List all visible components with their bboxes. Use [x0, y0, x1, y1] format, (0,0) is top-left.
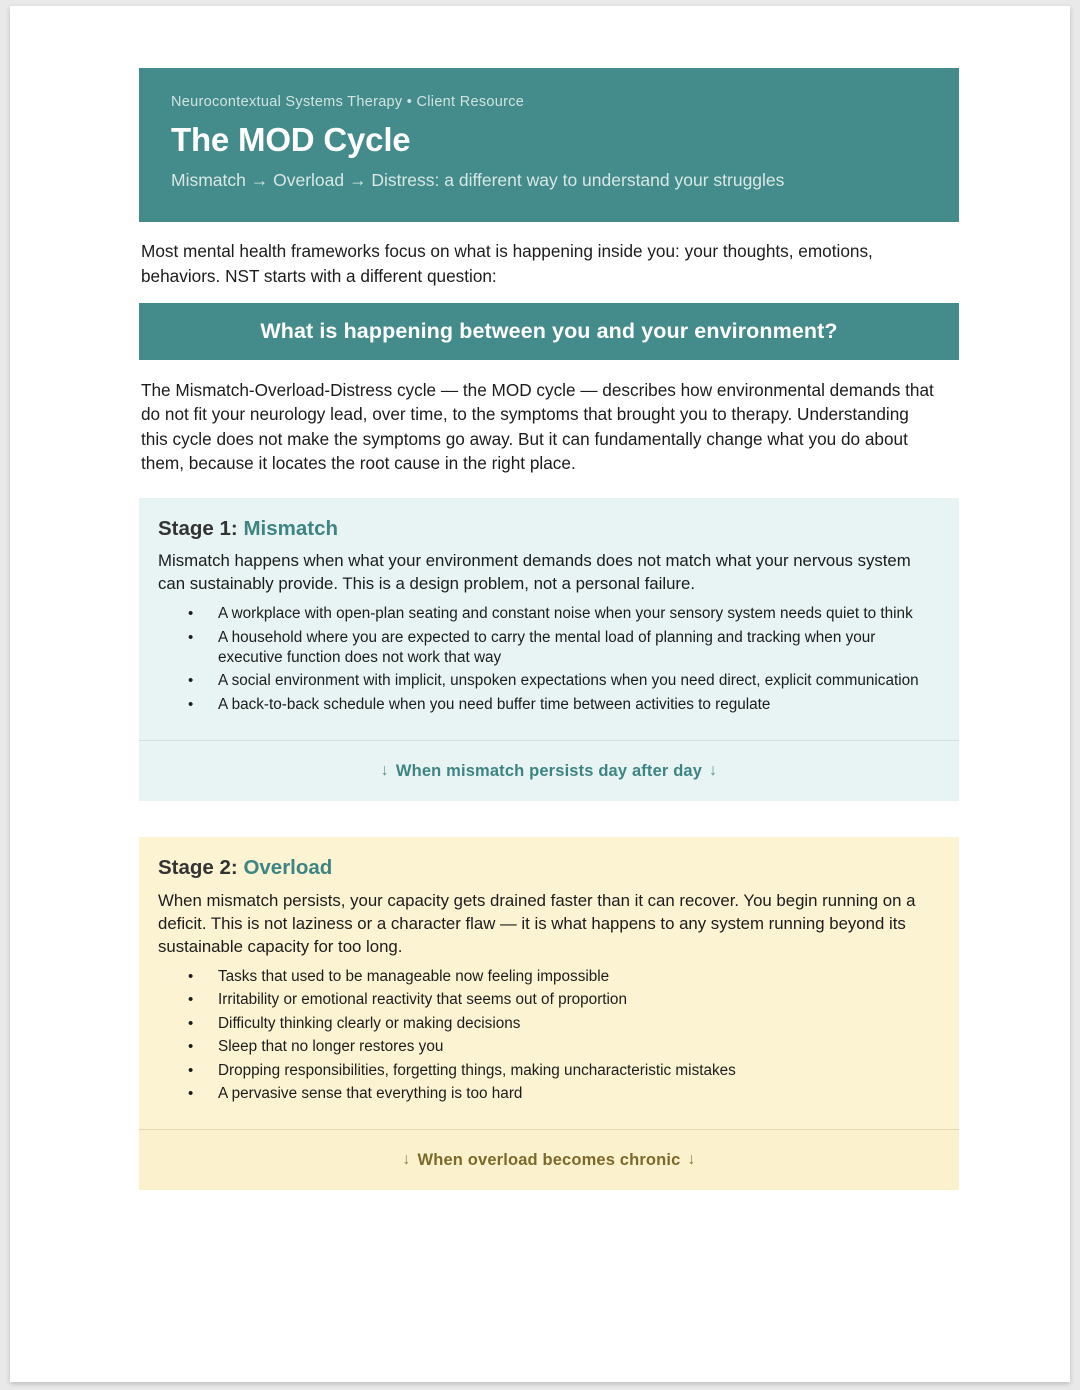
down-arrow-icon: ↓ — [687, 1151, 696, 1169]
bullet-icon: • — [188, 991, 194, 1009]
bullet-icon: • — [188, 1061, 194, 1079]
list-item — [182, 671, 933, 691]
stage-description-overload: When mismatch persists, your capacity gets drained faster than it can recover. You begin running on a deficit. This is not laziness or a character flaw — it is what happens to any system running beyond its sustainable capacity for too long. — [158, 891, 916, 956]
list-item-text: A social environment with implicit, unspoken expectations when you need direct, explicit communication — [218, 672, 919, 690]
intro-paragraph: Most mental health frameworks focus on what is happening inside you: your thoughts, emotions, behaviors. NST starts with a different question: — [141, 241, 873, 286]
stage-transition-text: When overload becomes chronic — [417, 1150, 681, 1169]
list-item — [182, 990, 933, 1010]
bullet-icon: • — [188, 605, 194, 623]
page-title: The MOD Cycle — [171, 121, 411, 159]
list-item-text: A household where you are expected to carry the mental load of planning and tracking when your executive function does not work that way — [218, 628, 876, 666]
list-item — [182, 1014, 933, 1034]
stage-number-label: Stage 1: — [158, 516, 238, 540]
stage-bullet-list-mismatch — [158, 604, 933, 715]
bullet-icon: • — [188, 1014, 194, 1032]
document-content — [10, 6, 1070, 1190]
spacer — [140, 801, 940, 837]
bullet-icon: • — [188, 967, 194, 985]
stage-heading-overload — [158, 856, 933, 881]
document-page — [10, 6, 1070, 1382]
list-item — [182, 628, 933, 669]
bullet-icon: • — [188, 1084, 194, 1102]
list-item-text: A workplace with open-plan seating and constant noise when your sensory system needs quiet to think — [218, 605, 913, 623]
header-subtitle: Mismatch → Overload → Distress: a different way to understand your struggles — [171, 170, 785, 191]
stage-number-label: Stage 2: — [158, 856, 238, 880]
stage-transition-mismatch — [139, 740, 959, 801]
spacer — [140, 476, 940, 498]
list-item — [182, 1037, 933, 1057]
down-arrow-icon: ↓ — [402, 1151, 411, 1169]
stage-body-mismatch — [139, 498, 959, 741]
stage-bullet-list-overload — [158, 967, 933, 1105]
stage-card-mismatch — [139, 498, 959, 802]
bullet-icon: • — [188, 1038, 194, 1056]
stage-body-overload — [139, 837, 959, 1129]
bullet-icon: • — [188, 672, 194, 690]
list-item — [182, 967, 933, 987]
stage-transition-text: When mismatch persists day after day — [395, 761, 703, 780]
list-item-text: Dropping responsibilities, forgetting things, making uncharacteristic mistakes — [218, 1061, 736, 1079]
list-item-text: Difficulty thinking clearly or making decisions — [218, 1014, 521, 1032]
document-header — [139, 68, 959, 222]
down-arrow-icon: ↓ — [380, 762, 389, 780]
list-item-text: A pervasive sense that everything is too hard — [218, 1084, 523, 1102]
list-item — [182, 1084, 933, 1104]
stage-heading-mismatch — [158, 517, 933, 542]
stage-name-label: Mismatch — [243, 516, 339, 540]
bullet-icon: • — [188, 695, 194, 713]
stage-transition-overload — [139, 1129, 959, 1190]
list-item-text: Tasks that used to be manageable now feeling impossible — [218, 967, 610, 985]
list-item — [182, 604, 933, 624]
list-item-text: Sleep that no longer restores you — [218, 1038, 444, 1056]
list-item — [182, 695, 933, 715]
list-item-text: Irritability or emotional reactivity that seems out of proportion — [218, 991, 627, 1009]
down-arrow-icon: ↓ — [709, 762, 718, 780]
overview-paragraph: The Mismatch-Overload-Distress cycle — the MOD cycle — describes how environmental demands that do not fit your neurology lead, over time, to the symptoms that brought you to therapy. Understanding this cycle does not make the symptoms go away. But it can fundamentally change what you do about them, because it locates the root cause in the right place. — [141, 380, 934, 474]
bullet-icon: • — [188, 628, 194, 646]
header-eyebrow: Neurocontextual Systems Therapy • Client Resource — [171, 94, 525, 110]
question-banner-text: What is happening between you and your environment? — [260, 319, 838, 344]
list-item-text: A back-to-back schedule when you need buffer time between activities to regulate — [218, 695, 771, 713]
question-banner — [139, 303, 959, 360]
list-item — [182, 1061, 933, 1081]
stage-name-label: Overload — [243, 856, 333, 880]
stage-description-mismatch: Mismatch happens when what your environment demands does not match what your nervous system can sustainably provide. This is a design problem, not a personal failure. — [158, 551, 911, 594]
stage-card-overload — [139, 837, 959, 1190]
